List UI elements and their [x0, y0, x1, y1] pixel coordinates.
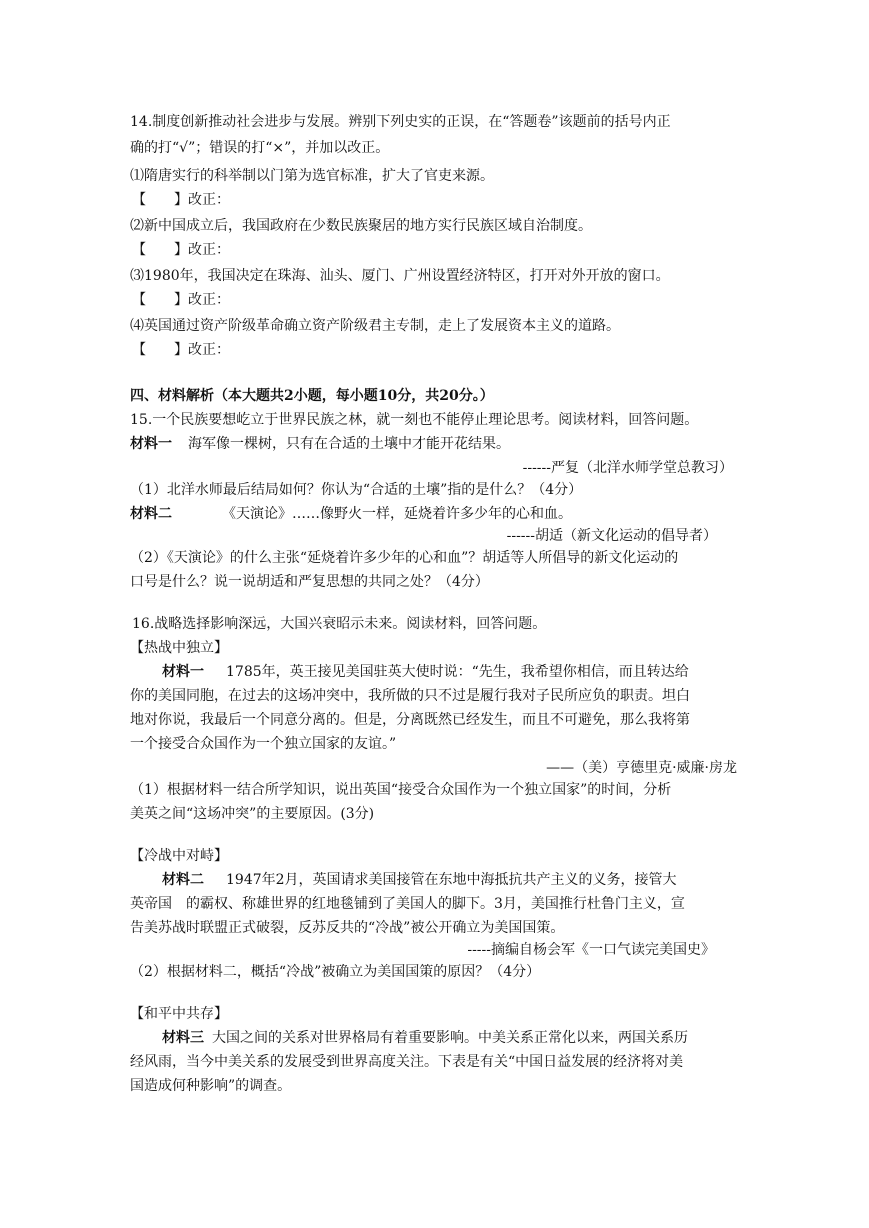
q15-material1: [130, 434, 510, 454]
q16-question1-line1: （1）根据材料一结合所学知识，说出英国“接受合众国作为一个独立国家”的时间，分析: [130, 782, 672, 798]
q16-material2-text: 1947年2月，英国请求美国接管在东地中海抵抗共产主义的义务，接管大: [226, 872, 677, 888]
q15-material1-label: 材料一: [130, 436, 172, 452]
q14-answer-4: 【 】改正：: [132, 342, 230, 358]
q14-answer-3: 【 】改正：: [132, 292, 230, 308]
q15-material1-text: 海军像一棵树，只有在合适的土壤中才能开花结果。: [188, 436, 510, 452]
q16-material2-line1: [162, 870, 677, 890]
q16-material3-text: 大国之间的关系对世界格局有着重要影响。中美关系正常化以来，两国关系历: [212, 1030, 688, 1046]
q16-material2-source: -----摘编自杨会军《一口气读完美国史》: [467, 942, 715, 958]
q16-heading-hot-war: 【热战中独立】: [130, 640, 228, 656]
q16-question2: （2）根据材料二，概括“冷战”被确立为美国国策的原因？（4分）: [130, 964, 541, 980]
q15-material2: [130, 504, 572, 524]
q14-item-3: ⑶1980年，我国决定在珠海、汕头、厦门、广州设置经济特区，打开对外开放的窗口。: [130, 268, 670, 284]
q16-material1-line1: [162, 662, 689, 682]
q16-heading-cold-war: 【冷战中对峙】: [130, 848, 228, 864]
q16-material1-source: ——（美）亨德里克·威廉·房龙: [546, 760, 737, 776]
q16-heading-peace: 【和平中共存】: [130, 1006, 228, 1022]
q16-material3-line3: 国造成何种影响”的调查。: [130, 1078, 292, 1094]
q15-question2-line1: （2）《天演论》的什么主张“延烧着许多少年的心和血”？胡适等人所倡导的新文化运动的: [130, 550, 679, 566]
q16-material2-line3: 告美苏战时联盟正式破裂，反苏反共的“冷战”被公开确立为美国国策。: [130, 920, 565, 936]
q16-material3-label: 材料三: [162, 1030, 204, 1046]
q15-question2-line2: 口号是什么？说一说胡适和严复思想的共同之处？（4分）: [130, 574, 489, 590]
q16-material1-line3: 地对你说，我最后一个同意分离的。但是，分离既然已经发生，而且不可避免，那么我将第: [130, 712, 690, 728]
q14-item-4: ⑷英国通过资产阶级革命确立资产阶级君主专制，走上了发展资本主义的道路。: [130, 318, 620, 334]
section-title: 四、材料解析（本大题共2小题，每小题10分，共20分。）: [130, 388, 494, 404]
q15-material1-source: ------严复（北洋水师学堂总教习）: [522, 460, 733, 476]
q14-stem-line2: 确的打“√”；错误的打“×”，并加以改正。: [130, 140, 390, 156]
q14-item-1: ⑴隋唐实行的科举制以门第为选官标准，扩大了官吏来源。: [130, 168, 494, 184]
q16-material3-line1: [162, 1028, 688, 1048]
q14-item-2: ⑵新中国成立后，我国政府在少数民族聚居的地方实行民族区域自治制度。: [130, 218, 592, 234]
q16-material1-line4: 一个接受合众国作为一个独立国家的友谊。”: [130, 736, 397, 752]
q15-question1: （1）北洋水师最后结局如何？你认为“合适的土壤”指的是什么？（4分）: [130, 482, 583, 498]
q16-material1-label: 材料一: [162, 664, 204, 680]
q16-stem: 16.战略选择影响深远，大国兴衰昭示未来。阅读材料，回答问题。: [132, 616, 547, 632]
q15-material2-source: ------胡适（新文化运动的倡导者）: [506, 528, 717, 544]
q16-question1-line2: 美英之间“这场冲突”的主要原因。(3分): [130, 806, 375, 822]
q16-material3-line2: 经风雨，当今中美关系的发展受到世界高度关注。下表是有关“中国日益发展的经济将对美: [130, 1054, 684, 1070]
q14-stem-line1: 14.制度创新推动社会进步与发展。辨别下列史实的正误，在“答题卷”该题前的括号内正: [130, 114, 671, 130]
q14-answer-2: 【 】改正：: [132, 242, 230, 258]
q16-material2-label: 材料二: [162, 872, 204, 888]
q15-stem: 15.一个民族要想屹立于世界民族之林，就一刻也不能停止理论思考。阅读材料，回答问题。: [130, 412, 699, 428]
q14-answer-1: 【 】改正：: [132, 192, 230, 208]
q15-material2-label: 材料二: [130, 506, 172, 522]
q16-material1-text: 1785年，英王接见美国驻英大使时说：“先生，我希望你相信，而且转达给: [226, 664, 689, 680]
q16-material1-line2: 你的美国同胞，在过去的这场冲突中，我所做的只不过是履行我对子民所应负的职责。坦白: [130, 688, 690, 704]
q15-material2-text: 《天演论》……像野火一样，延烧着许多少年的心和血。: [222, 506, 572, 522]
q16-material2-line2: 英帝国 的霸权、称雄世界的红地毯铺到了美国人的脚下。3月，美国推行杜鲁门主义，宣: [130, 896, 685, 912]
